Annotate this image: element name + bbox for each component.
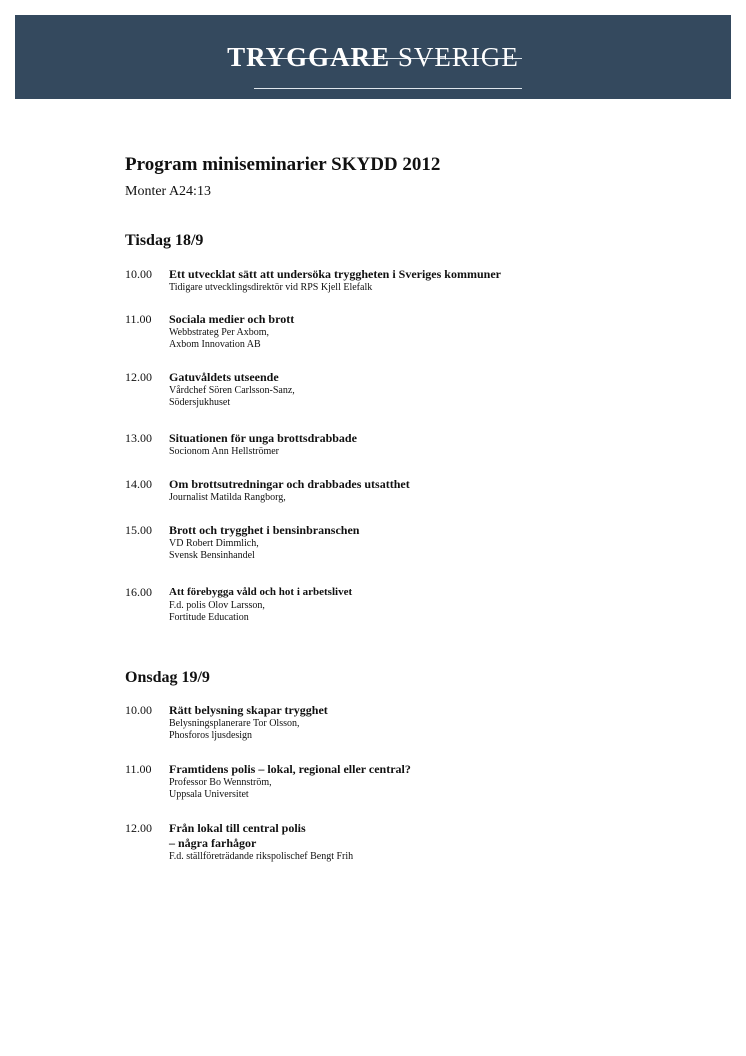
item-detail: Svensk Bensinhandel bbox=[169, 550, 255, 561]
header-banner bbox=[15, 15, 731, 99]
item-time: 10.00 bbox=[125, 703, 152, 717]
item-title: Om brottsutredningar och drabbades utsatthet bbox=[169, 477, 410, 491]
item-time: 11.00 bbox=[125, 762, 152, 776]
item-title: Situationen för unga brottsdrabbade bbox=[169, 431, 357, 445]
item-time: 14.00 bbox=[125, 477, 152, 491]
item-title: Framtidens polis – lokal, regional eller central? bbox=[169, 762, 411, 776]
brand-logo bbox=[15, 42, 731, 72]
brand-bold-text: TRYGGARE bbox=[227, 42, 391, 72]
item-detail: Södersjukhuset bbox=[169, 397, 231, 408]
brand-rule-bottom bbox=[254, 88, 522, 89]
item-time: 11.00 bbox=[125, 312, 152, 326]
item-detail: Tidigare utvecklingsdirektör vid RPS Kjell Elefalk bbox=[169, 282, 373, 293]
item-title: Rätt belysning skapar trygghet bbox=[169, 703, 328, 717]
item-detail: Phosforos ljusdesign bbox=[169, 730, 253, 741]
item-detail: Journalist Matilda Rangborg, bbox=[169, 492, 286, 503]
item-time: 15.00 bbox=[125, 523, 152, 537]
item-detail: Professor Bo Wennström, bbox=[169, 777, 272, 788]
item-title: Gatuvåldets utseende bbox=[169, 370, 279, 384]
document-title: Program miniseminarier SKYDD 2012 bbox=[125, 154, 441, 175]
brand-light-text: SVERIGE bbox=[397, 42, 519, 72]
item-detail: Axbom Innovation AB bbox=[169, 339, 261, 350]
item-detail: Uppsala Universitet bbox=[169, 789, 249, 800]
item-detail: Fortitude Education bbox=[169, 612, 249, 623]
item-detail: F.d. polis Olov Larsson, bbox=[169, 600, 265, 611]
item-detail: Webbstrateg Per Axbom, bbox=[169, 327, 270, 338]
document-subtitle: Monter A24:13 bbox=[125, 184, 211, 199]
day-heading: Tisdag 18/9 bbox=[125, 232, 204, 249]
day-heading: Onsdag 19/9 bbox=[125, 669, 210, 686]
item-title-continued: – några farhågor bbox=[169, 836, 257, 850]
item-time: 16.00 bbox=[125, 585, 152, 599]
item-time: 12.00 bbox=[125, 821, 152, 835]
item-time: 10.00 bbox=[125, 267, 152, 281]
item-title: Från lokal till central polis bbox=[169, 821, 306, 835]
item-detail: F.d. ställföreträdande rikspolischef Bengt Frih bbox=[169, 851, 354, 862]
item-title: Brott och trygghet i bensinbranschen bbox=[169, 523, 360, 537]
item-title: Att förebygga våld och hot i arbetslivet bbox=[169, 586, 353, 598]
item-detail: Belysningsplanerare Tor Olsson, bbox=[169, 718, 300, 729]
item-detail: Socionom Ann Hellströmer bbox=[169, 446, 279, 457]
item-title: Sociala medier och brott bbox=[169, 312, 295, 326]
item-time: 12.00 bbox=[125, 370, 152, 384]
item-time: 13.00 bbox=[125, 431, 152, 445]
item-title: Ett utvecklat sätt att undersöka tryggheten i Sveriges kommuner bbox=[169, 267, 501, 281]
item-detail: Vårdchef Sören Carlsson-Sanz, bbox=[169, 385, 295, 396]
item-detail: VD Robert Dimmlich, bbox=[169, 538, 259, 549]
